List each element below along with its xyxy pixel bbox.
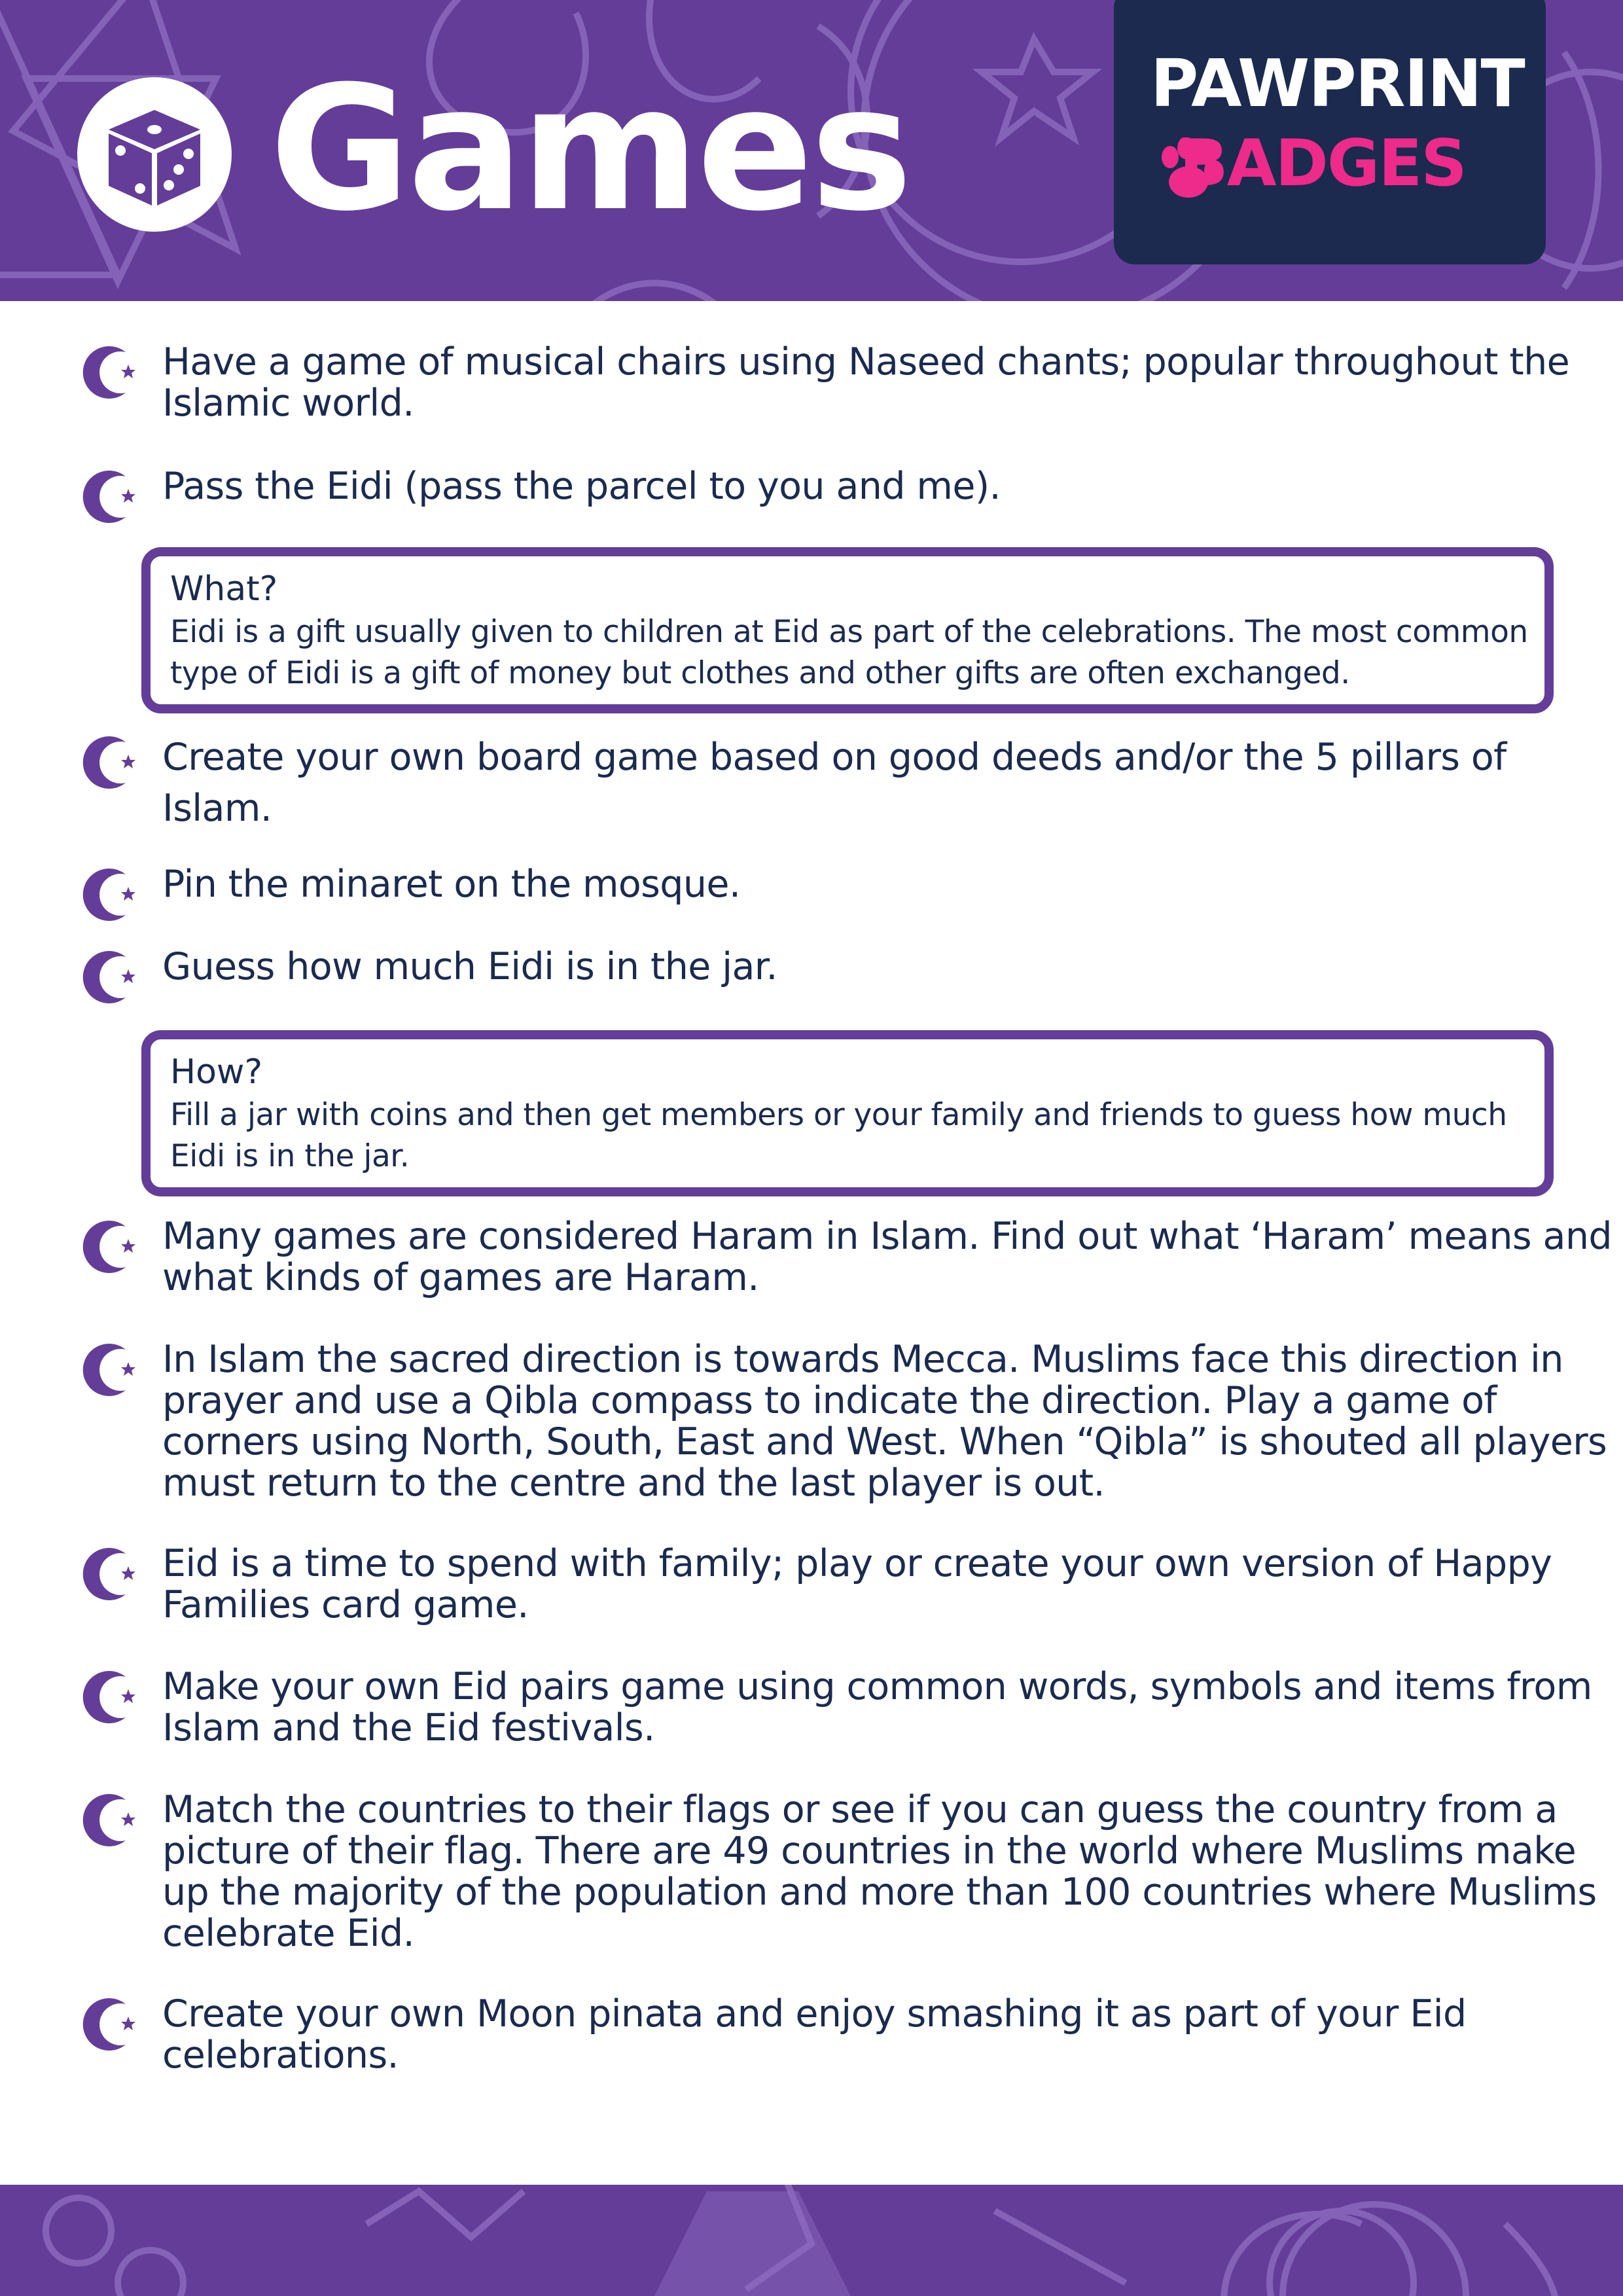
list-item-text: Create your own Moon pinata and enjoy smashing it as part of your Eid celebrations.: [162, 1992, 1467, 2077]
footer-banner: [0, 2185, 1623, 2296]
info-box-text: Fill a jar with coins and then get members or your family and friends to guess how much Eidi is in the jar.: [170, 1097, 1507, 1174]
crescent-star-icon: [80, 1669, 145, 1725]
list-item-text: Many games are considered Haram in Islam. Find out what ‘Haram’ means and what kinds of games are Haram.: [162, 1215, 1612, 1299]
crescent-star-icon: [80, 1792, 145, 1848]
pawprint-badges-logo: [1114, 0, 1546, 264]
list-item-text: Pin the minaret on the mosque.: [162, 863, 741, 906]
info-box-title: How?: [170, 1052, 263, 1092]
list-item-text: Make your own Eid pairs game using common words, symbols and items from Islam and the Eid festivals.: [162, 1665, 1592, 1749]
list-item-text: Match the countries to their flags or see if you can guess the country from a picture of their flag. There are 49 countries in the world where Muslims make up the majority of the population and more than 100 countries where Muslims celebrate Eid.: [162, 1788, 1597, 1955]
page-title: Games: [270, 49, 910, 249]
list-item-text: Eid is a time to spend with family; play or create your own version of Happy Families card game.: [162, 1542, 1552, 1626]
list-item-text: In Islam the sacred direction is towards Mecca. Muslims face this direction in prayer and use a Qibla compass to indicate the direction. Play a game of corners using North, South, East and West. When “Qibla” is shouted all players must return to the centre and the last player is out.: [162, 1338, 1607, 1505]
info-box-how: [141, 1030, 1554, 1196]
crescent-star-icon: [80, 949, 145, 1005]
crescent-star-icon: [80, 867, 145, 923]
background-pattern: [0, 2185, 1623, 2296]
list-item-text: Have a game of musical chairs using Naseed chants; popular throughout the Islamic world.: [162, 340, 1570, 425]
logo-line2: BADGES: [1179, 126, 1466, 201]
crescent-star-icon: [80, 734, 145, 791]
info-box-text: Eidi is a gift usually given to children at Eid as part of the celebrations. The most common type of Eidi is a gift of money but clothes and other gifts are often exchanged.: [170, 614, 1528, 691]
dice-icon: [77, 77, 232, 232]
list-item-text: Pass the Eidi (pass the parcel to you and me).: [162, 465, 1001, 508]
logo-line1: PAWPRINT: [1150, 45, 1524, 122]
title-icon-circle: [77, 77, 232, 232]
crescent-star-icon: [80, 1342, 145, 1398]
info-box-title: What?: [170, 569, 278, 609]
crescent-star-icon: [80, 1546, 145, 1602]
info-box-what: [141, 547, 1554, 713]
crescent-star-icon: [80, 1996, 145, 2053]
crescent-star-icon: [80, 469, 145, 525]
list-item-text: Create your own board game based on good deeds and/or the 5 pillars of Islam.: [162, 736, 1507, 830]
list-item-text: Guess how much Eidi is in the jar.: [162, 945, 777, 988]
crescent-star-icon: [80, 1219, 145, 1275]
crescent-star-icon: [80, 344, 145, 401]
